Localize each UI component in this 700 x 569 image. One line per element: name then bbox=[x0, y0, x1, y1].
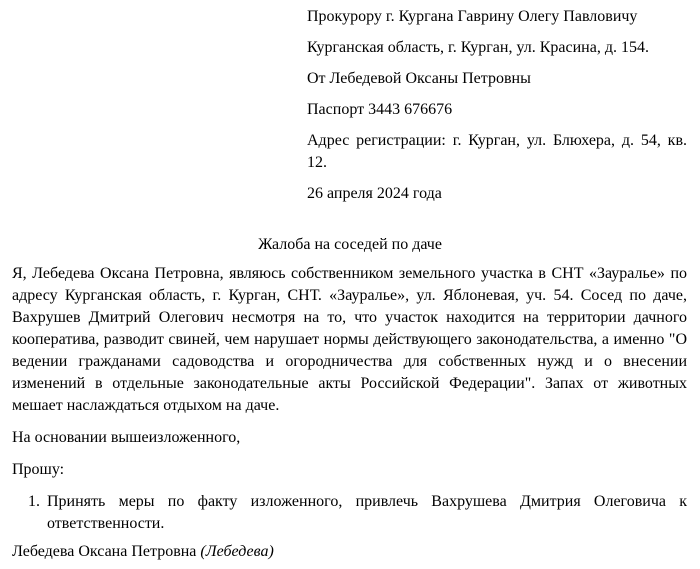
handwritten-signature: (Лебедева) bbox=[200, 543, 274, 560]
registration-address: Адрес регистрации: г. Курган, ул. Блюхера, д. 54, кв. 12. bbox=[307, 132, 687, 171]
signature-name: Лебедева Оксана Петровна bbox=[12, 543, 197, 560]
list-item-text: Принять меры по факту изложенного, привлечь Вахрушева Дмитрия Олеговича к ответственности. bbox=[47, 493, 687, 532]
passport: Паспорт 3443 676676 bbox=[307, 101, 453, 118]
basis-line: На основании вышеизложенного, bbox=[12, 429, 241, 446]
addressee-address: Курганская область, г. Курган, ул. Красина, д. 154. bbox=[307, 39, 649, 56]
list-item bbox=[12, 491, 687, 535]
document-header bbox=[307, 6, 687, 214]
signature-line bbox=[12, 541, 687, 563]
document-title: Жалоба на соседей по даче bbox=[258, 236, 442, 253]
list-item-number: 1. bbox=[28, 493, 40, 510]
main-paragraph: Я, Лебедева Оксана Петровна, являюсь собственником земельного участка в СНТ «Зауралье» по адресу Курганская область, г. Курган, СНТ. «Зауралье», ул. Яблоневая, уч. 54. Сосед по даче, Вахрушев Дмитрий Олегович несмотря на то, что участок находится на территории дачного кооператива, разводит свиней, чем нарушает нормы действующего законодательства, а именно "О ведении гражданами садоводства и огородничества для собственных нужд и о внесении изменений в отдельные законодательные акты Российской Федерации". Запах от животных мешает наслаждаться отдыхом на даче. bbox=[12, 265, 687, 414]
addressee: Прокурору г. Кургана Гаврину Олегу Павловичу bbox=[307, 8, 638, 25]
document-date: 26 апреля 2024 года bbox=[307, 185, 442, 202]
document-body bbox=[12, 263, 687, 563]
sender: От Лебедевой Оксаны Петровны bbox=[307, 70, 531, 87]
request-line: Прошу: bbox=[12, 461, 65, 478]
